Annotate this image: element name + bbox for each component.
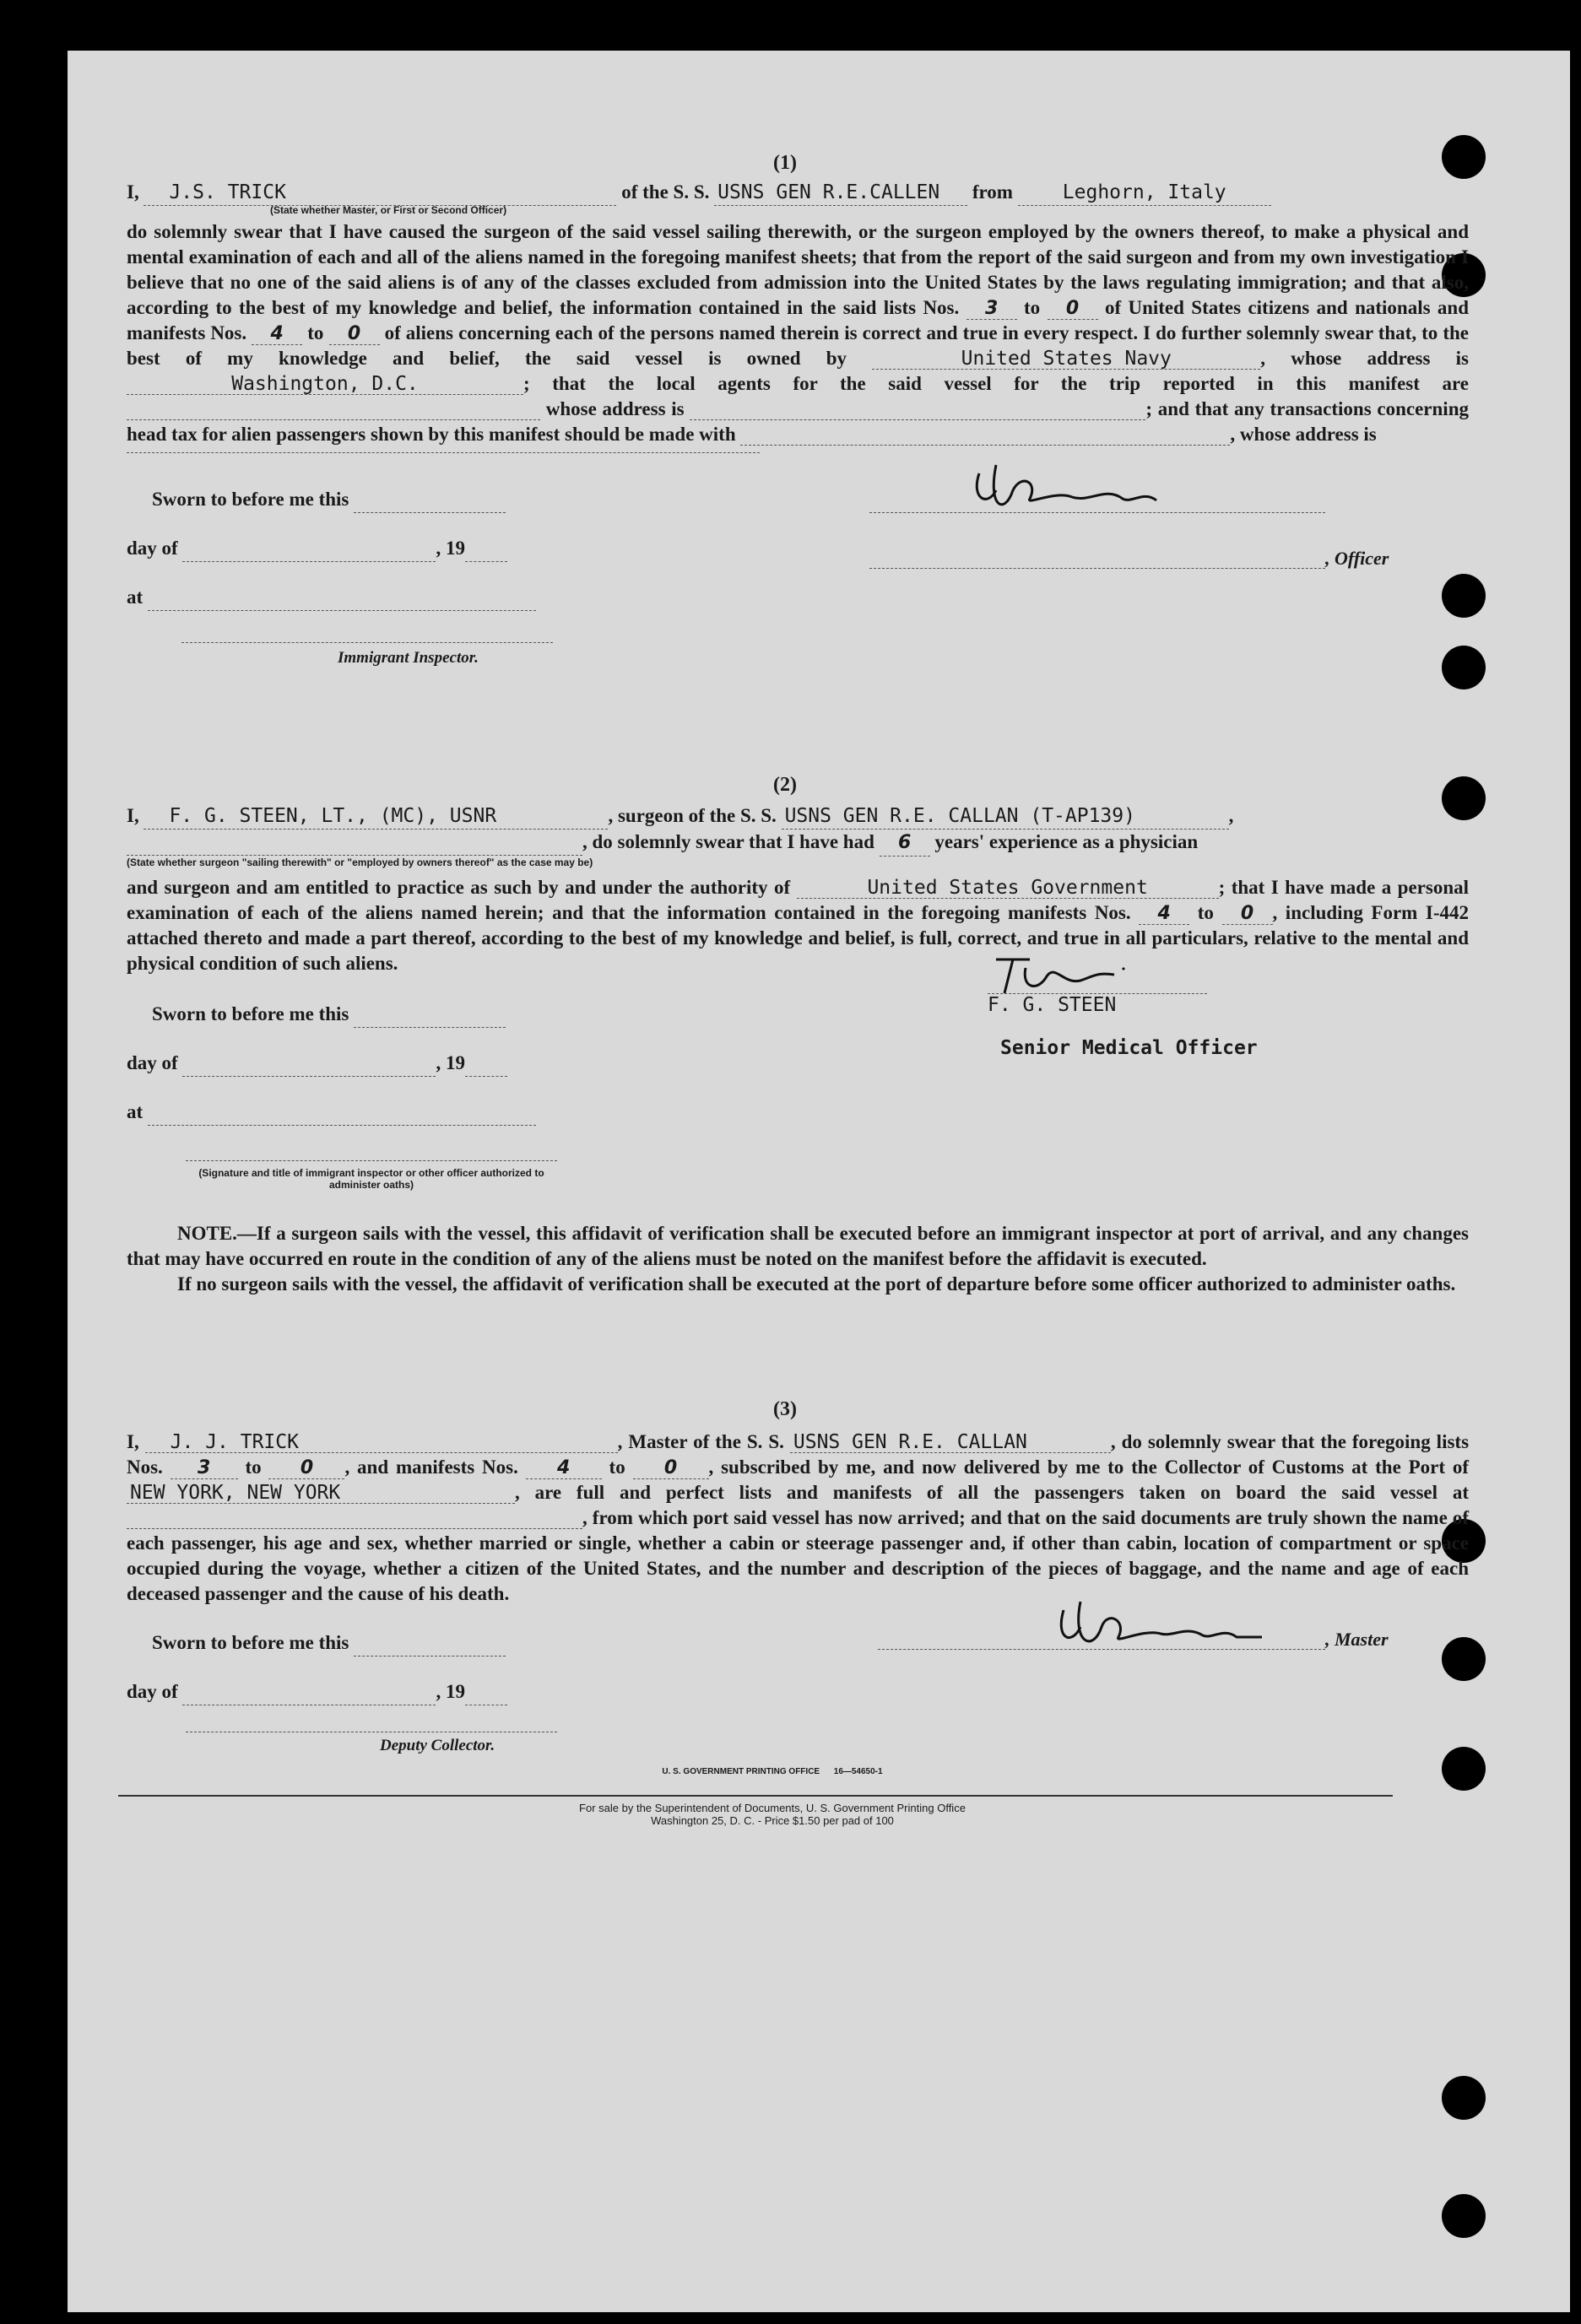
swear-text: , do solemnly swear that I have had: [582, 831, 874, 852]
section-1-text-e: ; and that any transactions concerning head tax for alien passengers shown by this manifest should be made with: [127, 398, 1469, 445]
at-label: at: [127, 1101, 143, 1122]
section-2-text-b: that I have made a personal examination of each of the aliens named herein; and that the information contained in the foregoing manifests Nos.: [127, 877, 1470, 923]
to-label: to: [307, 322, 324, 343]
local-agents-field[interactable]: [127, 399, 540, 420]
surgeon-caption: (State whether surgeon "sailing therewith" or "employed by owners thereof" as the case may be): [127, 857, 593, 868]
solemnly-label: , do solemnly: [1110, 1431, 1221, 1452]
at-field[interactable]: [148, 1100, 536, 1126]
authority-field[interactable]: United States Government: [797, 878, 1219, 899]
to-label: to: [1024, 297, 1041, 318]
sale-line-2: Washington 25, D. C. - Price $1.50 per pad of 100: [651, 1814, 894, 1827]
sale-line-1: For sale by the Superintendent of Documents, U. S. Government Printing Office: [579, 1802, 966, 1814]
master-label: , Master: [1325, 1629, 1389, 1650]
section-2-signature-block: [127, 976, 1469, 1196]
to-label: to: [609, 1457, 625, 1478]
from-label: from: [972, 181, 1013, 203]
section-1-text-d: that the local agents for the said vessel for the trip reported in this manifest are: [552, 373, 1469, 394]
surgeon-of-label: , surgeon of the S. S.: [608, 805, 777, 826]
surgeon-manifests-to-field[interactable]: 0: [1222, 904, 1273, 925]
surgeon-witness-line: [186, 1160, 557, 1161]
sworn-label: Sworn to before me this: [152, 1003, 349, 1024]
section-3-body: I, J. J. TRICK , Master of the S. S. USNS GEN R.E. CALLAN , do solemnly swear that the foregoing lists Nos. 3 to 0 , and manifests Nos. 4 to 0 , subscribed by me, and now delivered by me to the Collector of Customs at the Port of NEW YORK, NEW YORK , are full and perfect lists and manifests of all the passengers taken on board the said vessel at , from which port said vessel has now arrived; and that on the said documents are truly shown the name of each passenger, his age and sex, whether married or single, whether a cabin or steerage passenger and, if other than cabin, location of compartment or space occupied during the voyage, whether a citizen of the United States, and the number and description of the pieces of baggage, and the name and age of each deceased passenger and the cause of his death.: [127, 1431, 1470, 1604]
inspector-signature-line: [181, 642, 553, 643]
section-3-text-e: port said vessel has now arrived; and that on the said documents are truly shown the name of each passenger, his age and sex, whether married or single, whether a cabin or steerage passenger and, if other than cabin, location of compartment or space occupied during the voyage, whether a citizen of the United States, and the number and description of the pieces of baggage, and the name and age of each deceased passenger and the cause of his death.: [127, 1507, 1469, 1604]
of-ss-label: of the S. S.: [621, 181, 710, 203]
section-1-text-a: do solemnly swear that I have caused the surgeon of the said vessel sailing therewith, or the surgeon employed by the owners thereof, to make a physical and mental examination of each and all of the aliens named in the foregoing manifest sheets; that from the report of the said surgeon and from my own investigation I believe that no one of the said aliens is of any of the classes excluded from admission into the United States by the laws regulating immigration; and that also, according to the best of my knowledge and belief, the information contained in the said lists Nos.: [127, 221, 1469, 318]
section-1-text-c: of aliens concerning each of the persons named therein is correct and true in every respect. I do further solemnly swear that, to the best of my knowledge and belief, the said vessel is owned by: [127, 322, 1470, 369]
from-which-label: , from which: [582, 1507, 688, 1528]
sworn-date-field[interactable]: [354, 1002, 506, 1028]
master-lists-from-field[interactable]: 3: [171, 1458, 238, 1479]
sworn-date-field[interactable]: [354, 1630, 506, 1657]
subscribed-label: , subscribed by me, and now: [708, 1457, 956, 1478]
lists-to-field[interactable]: 0: [1048, 299, 1098, 320]
section-2-text-c: , including Form I-442 attached thereto and made a part thereof, according to the best of my knowledge and belief, is full, correct, and true in all particulars, relative to the mental and physical condition of such aliens.: [127, 902, 1470, 974]
at-field[interactable]: [148, 585, 536, 611]
vessel-field[interactable]: USNS GEN R.E.CALLEN: [714, 180, 967, 206]
owner-field[interactable]: United States Navy: [872, 349, 1260, 370]
section-3-signature-block: [127, 1607, 1469, 1754]
whose-address-label: whose address is: [545, 398, 685, 419]
master-manifests-to-field[interactable]: 0: [633, 1458, 709, 1479]
port-field[interactable]: NEW YORK, NEW YORK: [127, 1483, 515, 1504]
note-paragraph-2: [127, 1272, 1469, 1297]
year-label: , 19: [436, 1681, 465, 1702]
master-signature-icon: [1047, 1593, 1266, 1652]
note-2-text: If no surgeon sails with the vessel, the affidavit of verification shall be executed at the port of departure before some officer authorized to administer oaths.: [177, 1273, 1456, 1294]
document-page: [68, 51, 1570, 2312]
section-3-day-line: [127, 1679, 507, 1705]
section-2-header-line: I, F. G. STEEN, LT., (MC), USNR , surgeon of the S. S. USNS GEN R.E. CALLAN (T-AP139) ,: [127, 803, 1469, 830]
collector-label: Deputy Collector.: [380, 1737, 495, 1754]
surgeon-status-field[interactable]: [127, 830, 582, 856]
section-1-body: do solemnly swear that I have caused the surgeon of the said vessel sailing therewith, or the surgeon employed by the owners thereof, to make a physical and mental examination of each and all of the aliens named in the foregoing manifest sheets; that from the report of the said surgeon and from my own investigation I believe that no one of the said aliens is of any of the classes excluded from admission into the United States by the laws regulating immigration; and that also, according to the best of my knowledge and belief, the information contained in the said lists Nos. 3 to 0 of United States citizens and nationals and manifests Nos. 4 to 0 of aliens concerning each of the persons named therein is correct and true in every respect. I do further solemnly swear that, to the best of my knowledge and belief, the said vessel is owned by United States Navy , whose address is Washington, D.C. ; that the local agents for the said vessel for the trip reported in this manifest are whose address is ; and that any transactions concerning head tax for alien passengers shown by this manifest should be made with , whose address is: [127, 221, 1470, 445]
master-of-label: , Master of the S. S.: [617, 1431, 784, 1452]
section-2-sworn-line: [152, 1002, 506, 1028]
lists-from-field[interactable]: 3: [966, 299, 1017, 320]
section-2-day-line: [127, 1051, 507, 1077]
master-manifests-from-field[interactable]: 4: [526, 1458, 602, 1479]
signature-caption: (Signature and title of immigrant inspector or other officer authorized to administer oaths): [198, 1167, 544, 1191]
years-text: years' experience as a physician: [934, 831, 1199, 852]
officer-title-line: [869, 536, 1325, 569]
master-vessel-field[interactable]: USNS GEN R.E. CALLAN: [790, 1432, 1111, 1453]
printing-office-line: U. S. GOVERNMENT PRINTING OFFICE 16—54650-1: [662, 1767, 883, 1776]
to-label: to: [1197, 902, 1214, 923]
day-field[interactable]: [182, 536, 436, 562]
section-2-swear-line: [127, 830, 1469, 857]
year-field[interactable]: [465, 536, 507, 562]
section-1-number: (1): [773, 152, 797, 174]
officer-signature-line: [869, 480, 1325, 513]
head-tax-field[interactable]: [740, 424, 1230, 446]
surgeon-title: Senior Medical Officer: [1000, 1037, 1258, 1059]
day-field[interactable]: [182, 1679, 436, 1705]
to-label: to: [245, 1457, 262, 1478]
officer-label: , Officer: [1325, 548, 1389, 569]
footer-rule: [118, 1795, 1393, 1797]
section-3-text-c: , are full and perfect lists and: [515, 1482, 818, 1503]
master-lists-to-field[interactable]: 0: [268, 1458, 344, 1479]
whose-address-end-label: , whose address is: [1230, 424, 1377, 445]
binder-hole-icon: [1442, 2076, 1486, 2120]
at-label: at: [127, 586, 143, 608]
section-1-extra-line: [127, 447, 760, 453]
note-paragraph-1: [127, 1221, 1469, 1272]
section-2-body: and surgeon and am entitled to practice as such by and under the authority of United States Government ; that I have made a personal examination of each of the aliens named herein; and that the information contained in the foregoing manifests Nos. 4 to 0 , including Form I-442 attached thereto and made a part thereof, according to the best of my knowledge and belief, is full, correct, and true in all particulars, relative to the mental and physical condition of such aliens.: [127, 877, 1470, 974]
officer-signature-icon: [962, 457, 1165, 516]
master-signature-line: [878, 1615, 1325, 1650]
owner-address-field[interactable]: Washington, D.C.: [127, 374, 523, 395]
officer-caption: (State whether Master, or First or Second Officer): [270, 204, 507, 216]
year-field[interactable]: [465, 1051, 507, 1077]
form-content: [127, 152, 1469, 1827]
section-3-text-d: manifests of all the passengers taken on board the said vessel at: [832, 1482, 1470, 1503]
section-2-number: (2): [773, 774, 797, 796]
day-of-label: day of: [127, 1681, 178, 1702]
officer-name-field[interactable]: J.S. TRICK: [143, 180, 616, 206]
section-3-number: (3): [773, 1398, 797, 1420]
address-label: , whose address is: [1260, 348, 1470, 369]
section-1-at-line: [127, 585, 536, 611]
surgeon-vessel-field[interactable]: USNS GEN R.E. CALLAN (T-AP139): [782, 803, 1229, 830]
section-1-signature-block: [127, 453, 1469, 706]
section-3-sworn-line: [152, 1630, 506, 1657]
sworn-date-field[interactable]: [354, 487, 506, 513]
year-label: , 19: [436, 1052, 465, 1073]
day-field[interactable]: [182, 1051, 436, 1077]
binder-hole-icon: [1442, 2194, 1486, 2238]
origin-field[interactable]: Leghorn, Italy: [1018, 180, 1271, 206]
note-1-text: NOTE.—If a surgeon sails with the vessel, this affidavit of verification shall be executed before an immigrant inspector at port of arrival, and any changes that may have occurred en route in the condition of any of the aliens must be noted on the manifest before the affidavit is executed.: [127, 1223, 1469, 1269]
day-of-label: day of: [127, 1052, 178, 1073]
inspector-label: Immigrant Inspector.: [338, 649, 479, 667]
section-3-text-a: swear that the foregoing lists Nos.: [127, 1431, 1470, 1478]
year-field[interactable]: [465, 1679, 507, 1705]
section-3-text-b: delivered by me to the Collector of Customs at the Port of: [963, 1457, 1470, 1478]
section-2-at-line: [127, 1100, 536, 1126]
day-of-label: day of: [127, 538, 178, 559]
master-name-field[interactable]: J. J. TRICK: [145, 1432, 618, 1453]
section-1-sworn-line: [152, 487, 506, 513]
section-1-day-line: [127, 536, 507, 562]
surgeon-printed-name: F. G. STEEN: [988, 993, 1207, 1016]
section-1-header-line: I, J.S. TRICK of the S. S. USNS GEN R.E.CALLEN from Leghorn, Italy: [127, 180, 1469, 206]
agents-address-field[interactable]: [690, 399, 1145, 420]
manifests-from-field[interactable]: 4: [252, 324, 302, 345]
footer-rule-wrap: [127, 1776, 1469, 1802]
sworn-label: Sworn to before me this: [152, 1632, 349, 1653]
embark-port-field[interactable]: [127, 1508, 582, 1529]
section-2-text-a: and surgeon and am entitled to practice as such by and under the authority of: [127, 877, 791, 898]
surgeon-name-field[interactable]: F. G. STEEN, LT., (MC), USNR: [143, 803, 608, 830]
section-1-text-b: of United States citizens and nationals and manifests Nos.: [127, 297, 1470, 343]
year-label: , 19: [436, 538, 465, 559]
manifests-label: , and manifests Nos.: [344, 1457, 518, 1478]
surgeon-manifests-from-field[interactable]: 4: [1139, 904, 1189, 925]
manifests-to-field[interactable]: 0: [329, 324, 380, 345]
sworn-label: Sworn to before me this: [152, 489, 349, 510]
years-field[interactable]: 6: [880, 830, 930, 857]
